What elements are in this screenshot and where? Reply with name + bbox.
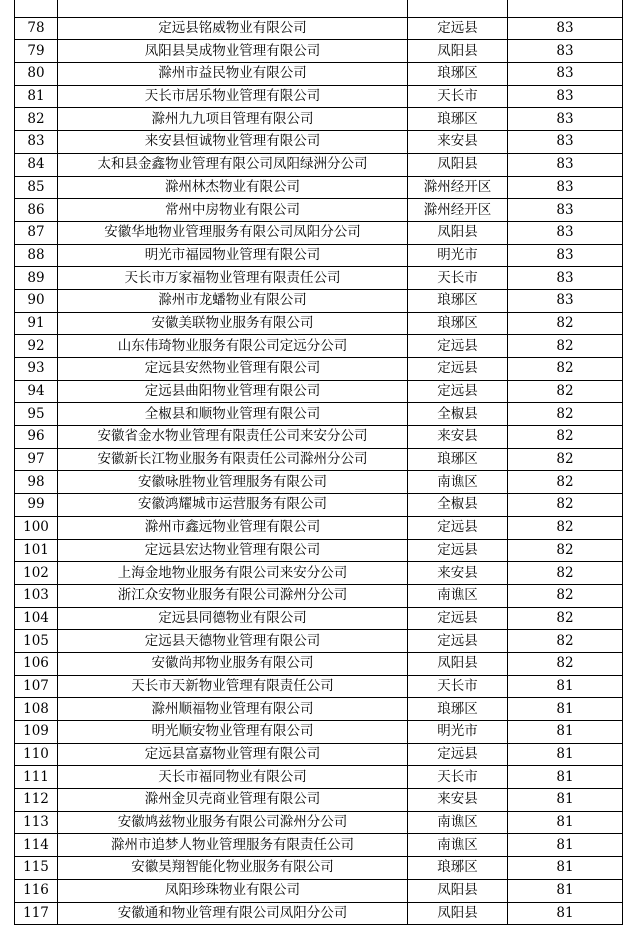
- table-row: [15, 516, 623, 539]
- score: 81: [508, 766, 623, 789]
- table-row: [15, 17, 623, 40]
- score: 81: [508, 698, 623, 721]
- row-number: 107: [15, 675, 58, 698]
- score: 83: [508, 108, 623, 131]
- table-row: [15, 380, 623, 403]
- company-name: 安徽咏胜物业管理服务有限公司: [58, 471, 408, 494]
- score: 81: [508, 879, 623, 902]
- score: 82: [508, 426, 623, 449]
- company-name: 全椒县和顺物业管理有限公司: [58, 403, 408, 426]
- score: 81: [508, 675, 623, 698]
- score: 83: [508, 63, 623, 86]
- score: 82: [508, 312, 623, 335]
- row-number: 97: [15, 448, 58, 471]
- company-name: 天长市福同物业有限公司: [58, 766, 408, 789]
- table-row: [15, 471, 623, 494]
- row-number: 112: [15, 789, 58, 812]
- company-name: 滁州林杰物业有限公司: [58, 176, 408, 199]
- table-row: [15, 766, 623, 789]
- district: 定远县: [408, 743, 508, 766]
- row-number: 92: [15, 335, 58, 358]
- cell-empty: [508, 0, 623, 17]
- district: 琅琊区: [408, 108, 508, 131]
- row-number: 96: [15, 426, 58, 449]
- district: 来安县: [408, 426, 508, 449]
- row-number: 111: [15, 766, 58, 789]
- table-row: [15, 335, 623, 358]
- district: 来安县: [408, 131, 508, 154]
- row-number: 113: [15, 811, 58, 834]
- score: 83: [508, 221, 623, 244]
- table-row: [15, 426, 623, 449]
- table-row: [15, 652, 623, 675]
- table-row: [15, 857, 623, 880]
- score: 82: [508, 562, 623, 585]
- table-row: [15, 494, 623, 517]
- score: 82: [508, 403, 623, 426]
- district: 琅琊区: [408, 698, 508, 721]
- score: 83: [508, 199, 623, 222]
- table-row: [15, 221, 623, 244]
- row-number: 102: [15, 562, 58, 585]
- score: 83: [508, 289, 623, 312]
- district: 滁州经开区: [408, 199, 508, 222]
- district: 琅琊区: [408, 63, 508, 86]
- company-name: 天长市居乐物业管理有限公司: [58, 85, 408, 108]
- score: 81: [508, 857, 623, 880]
- company-name: 安徽新长江物业服务有限责任公司滁州分公司: [58, 448, 408, 471]
- table-row: [15, 176, 623, 199]
- row-number: 81: [15, 85, 58, 108]
- district: 全椒县: [408, 494, 508, 517]
- score: 83: [508, 176, 623, 199]
- row-number: 110: [15, 743, 58, 766]
- company-name: 定远县铭威物业有限公司: [58, 17, 408, 40]
- company-name: 滁州九九项目管理有限公司: [58, 108, 408, 131]
- row-number: 108: [15, 698, 58, 721]
- district: 定远县: [408, 539, 508, 562]
- table-row: [15, 40, 623, 63]
- company-name: 凤阳珍珠物业有限公司: [58, 879, 408, 902]
- district: 南谯区: [408, 834, 508, 857]
- row-number: 87: [15, 221, 58, 244]
- row-number: 94: [15, 380, 58, 403]
- district: 定远县: [408, 380, 508, 403]
- company-name: 安徽华地物业管理服务有限公司凤阳分公司: [58, 221, 408, 244]
- company-name: 上海金地物业服务有限公司来安分公司: [58, 562, 408, 585]
- district: 凤阳县: [408, 153, 508, 176]
- table-row: [15, 743, 623, 766]
- table-row: [15, 834, 623, 857]
- row-number: 84: [15, 153, 58, 176]
- table-row: [15, 675, 623, 698]
- row-number: 93: [15, 358, 58, 381]
- score: 82: [508, 584, 623, 607]
- district: 凤阳县: [408, 221, 508, 244]
- score: 81: [508, 743, 623, 766]
- company-name: 安徽省金水物业管理有限责任公司来安分公司: [58, 426, 408, 449]
- row-number: 85: [15, 176, 58, 199]
- company-name: 山东伟琦物业服务有限公司定远分公司: [58, 335, 408, 358]
- table-row: [15, 108, 623, 131]
- table-row-spacer: [15, 0, 623, 17]
- district: 天长市: [408, 675, 508, 698]
- table-row: [15, 267, 623, 290]
- company-name: 安徽通和物业管理有限公司凤阳分公司: [58, 902, 408, 925]
- table-row: [15, 562, 623, 585]
- district: 南谯区: [408, 811, 508, 834]
- district: 天长市: [408, 85, 508, 108]
- score: 81: [508, 789, 623, 812]
- score: 82: [508, 471, 623, 494]
- district: 来安县: [408, 789, 508, 812]
- district: 定远县: [408, 358, 508, 381]
- row-number: 90: [15, 289, 58, 312]
- company-name: 安徽美联物业服务有限公司: [58, 312, 408, 335]
- row-number: 95: [15, 403, 58, 426]
- row-number: 104: [15, 607, 58, 630]
- score: 82: [508, 607, 623, 630]
- score: 82: [508, 516, 623, 539]
- row-number: 109: [15, 721, 58, 744]
- score: 81: [508, 834, 623, 857]
- company-name: 滁州市追梦人物业管理服务有限责任公司: [58, 834, 408, 857]
- company-name: 来安县恒诚物业管理有限公司: [58, 131, 408, 154]
- table-row: [15, 811, 623, 834]
- score: 83: [508, 244, 623, 267]
- cell-empty: [58, 0, 408, 17]
- score: 82: [508, 448, 623, 471]
- score: 83: [508, 153, 623, 176]
- score: 82: [508, 380, 623, 403]
- district: 全椒县: [408, 403, 508, 426]
- company-name: 安徽鸠兹物业服务有限公司滁州分公司: [58, 811, 408, 834]
- table-row: [15, 244, 623, 267]
- district: 定远县: [408, 630, 508, 653]
- cell-empty: [15, 0, 58, 17]
- company-name: 明光市福园物业管理有限公司: [58, 244, 408, 267]
- score: 83: [508, 40, 623, 63]
- company-name: 安徽尚邦物业服务有限公司: [58, 652, 408, 675]
- company-name: 滁州市益民物业有限公司: [58, 63, 408, 86]
- table-row: [15, 131, 623, 154]
- table-row: [15, 902, 623, 925]
- row-number: 100: [15, 516, 58, 539]
- row-number: 89: [15, 267, 58, 290]
- district: 凤阳县: [408, 879, 508, 902]
- score: 83: [508, 17, 623, 40]
- row-number: 103: [15, 584, 58, 607]
- district: 凤阳县: [408, 902, 508, 925]
- table-row: [15, 630, 623, 653]
- district: 定远县: [408, 516, 508, 539]
- score: 83: [508, 267, 623, 290]
- table-row: [15, 721, 623, 744]
- row-number: 116: [15, 879, 58, 902]
- district: 来安县: [408, 562, 508, 585]
- company-name: 滁州顺福物业管理有限公司: [58, 698, 408, 721]
- table-row: [15, 85, 623, 108]
- row-number: 115: [15, 857, 58, 880]
- company-name: 定远县宏达物业管理有限公司: [58, 539, 408, 562]
- row-number: 83: [15, 131, 58, 154]
- table-row: [15, 153, 623, 176]
- table-row: [15, 358, 623, 381]
- ranking-table: [14, 0, 623, 925]
- table-row: [15, 312, 623, 335]
- district: 南谯区: [408, 471, 508, 494]
- score: 81: [508, 902, 623, 925]
- district: 琅琊区: [408, 312, 508, 335]
- score: 81: [508, 811, 623, 834]
- company-name: 定远县富嘉物业管理有限公司: [58, 743, 408, 766]
- district: 定远县: [408, 607, 508, 630]
- district: 凤阳县: [408, 652, 508, 675]
- row-number: 88: [15, 244, 58, 267]
- row-number: 101: [15, 539, 58, 562]
- company-name: 浙江众安物业服务有限公司滁州分公司: [58, 584, 408, 607]
- company-name: 滁州金贝壳商业管理有限公司: [58, 789, 408, 812]
- row-number: 78: [15, 17, 58, 40]
- district: 明光市: [408, 721, 508, 744]
- score: 82: [508, 335, 623, 358]
- score: 83: [508, 131, 623, 154]
- score: 82: [508, 630, 623, 653]
- score: 82: [508, 539, 623, 562]
- district: 南谯区: [408, 584, 508, 607]
- table-row: [15, 789, 623, 812]
- district: 琅琊区: [408, 448, 508, 471]
- row-number: 114: [15, 834, 58, 857]
- company-name: 凤阳县昊成物业管理有限公司: [58, 40, 408, 63]
- row-number: 80: [15, 63, 58, 86]
- company-name: 安徽昊翔智能化物业服务有限公司: [58, 857, 408, 880]
- row-number: 79: [15, 40, 58, 63]
- table-row: [15, 199, 623, 222]
- company-name: 定远县安然物业管理有限公司: [58, 358, 408, 381]
- company-name: 天长市万家福物业管理有限责任公司: [58, 267, 408, 290]
- district: 滁州经开区: [408, 176, 508, 199]
- company-name: 太和县金鑫物业管理有限公司凤阳绿洲分公司: [58, 153, 408, 176]
- row-number: 98: [15, 471, 58, 494]
- table-row: [15, 879, 623, 902]
- row-number: 117: [15, 902, 58, 925]
- company-name: 常州中房物业有限公司: [58, 199, 408, 222]
- row-number: 91: [15, 312, 58, 335]
- score: 82: [508, 652, 623, 675]
- cell-empty: [408, 0, 508, 17]
- score: 82: [508, 358, 623, 381]
- row-number: 99: [15, 494, 58, 517]
- company-name: 天长市天新物业管理有限责任公司: [58, 675, 408, 698]
- district: 定远县: [408, 17, 508, 40]
- company-name: 定远县曲阳物业管理有限公司: [58, 380, 408, 403]
- table-row: [15, 63, 623, 86]
- row-number: 105: [15, 630, 58, 653]
- table-row: [15, 539, 623, 562]
- table-row: [15, 607, 623, 630]
- table-body: [15, 0, 623, 925]
- district: 琅琊区: [408, 289, 508, 312]
- table-row: [15, 698, 623, 721]
- district: 天长市: [408, 267, 508, 290]
- company-name: 定远县同德物业有限公司: [58, 607, 408, 630]
- table-row: [15, 289, 623, 312]
- district: 琅琊区: [408, 857, 508, 880]
- score: 82: [508, 494, 623, 517]
- company-name: 滁州市鑫远物业管理有限公司: [58, 516, 408, 539]
- score: 81: [508, 721, 623, 744]
- company-name: 定远县天德物业管理有限公司: [58, 630, 408, 653]
- table-row: [15, 403, 623, 426]
- district: 天长市: [408, 766, 508, 789]
- row-number: 106: [15, 652, 58, 675]
- table-row: [15, 448, 623, 471]
- row-number: 82: [15, 108, 58, 131]
- company-name: 滁州市龙蟠物业有限公司: [58, 289, 408, 312]
- district: 凤阳县: [408, 40, 508, 63]
- row-number: 86: [15, 199, 58, 222]
- score: 83: [508, 85, 623, 108]
- table-row: [15, 584, 623, 607]
- company-name: 安徽鸿耀城市运营服务有限公司: [58, 494, 408, 517]
- company-name: 明光顺安物业管理有限公司: [58, 721, 408, 744]
- district: 明光市: [408, 244, 508, 267]
- district: 定远县: [408, 335, 508, 358]
